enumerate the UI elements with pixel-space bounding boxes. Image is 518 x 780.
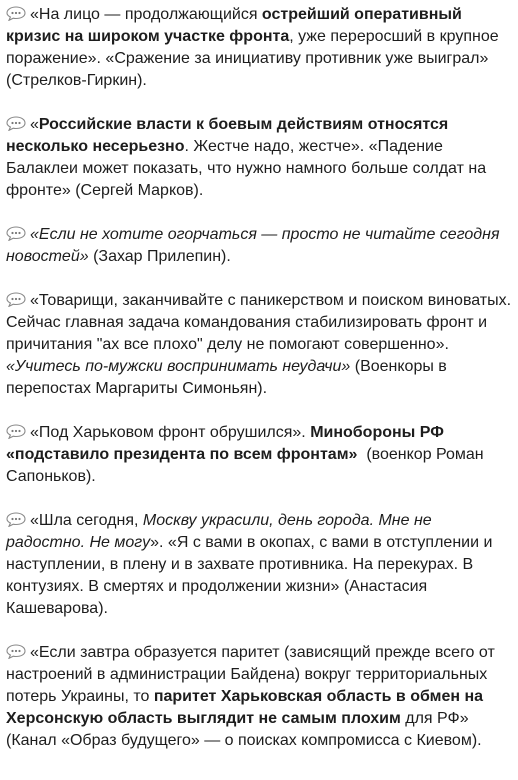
quote-paragraph <box>6 4 512 92</box>
quote-paragraph <box>6 510 512 620</box>
text-segment: «Если завтра образуется паритет (зависящий прежде всего от настроений в администрации Байдена) вокруг территориальных потерь Украины, то <box>6 644 495 705</box>
quote-paragraph <box>6 224 512 268</box>
bold-text-segment: Российские власти к боевым действиям относятся несколько несерьезно <box>6 116 449 155</box>
text-segment: (военкор Роман Сапоньков). <box>6 446 489 485</box>
text-segment: «Шла сегодня, <box>30 512 143 529</box>
bold-text-segment: паритет Харьковская область в обмен на Херсонскую область выглядит не самым плохим <box>6 688 484 727</box>
italic-text-segment: Москву украсили, день города. Мне не радостно. Не могу <box>6 512 432 551</box>
speech-balloon-icon <box>6 424 26 439</box>
text-segment: «На лицо — продолжающийся <box>30 6 262 23</box>
text-segment: ». «Я с вами в окопах, с вами в отступлении и наступлении, в плену и в захвате противника. На перекурах. В контузиях. В смертях и продолжении жизни» (Анастасия Кашеварова). <box>6 534 493 617</box>
quote-paragraph <box>6 290 512 400</box>
text-segment: (Военкоры в перепостах Маргариты Симоньян). <box>6 358 447 397</box>
italic-text-segment: «Учитесь по-мужски воспринимать неудачи» <box>6 358 351 375</box>
bold-text-segment: острейший оперативный кризис на широком участке фронта <box>6 6 462 45</box>
text-segment: «Под Харьковом фронт обрушился». <box>30 424 311 441</box>
speech-balloon-icon <box>6 6 26 21</box>
quote-paragraph <box>6 114 512 202</box>
speech-balloon-icon <box>6 644 26 659</box>
quote-paragraph <box>6 642 512 752</box>
text-segment: . Жестче надо, жестче». «Падение Балаклеи может показать, что нужно намного больше солдат на фронте» (Сергей Марков). <box>6 138 487 199</box>
text-segment: « <box>30 116 39 133</box>
text-segment: (Захар Прилепин). <box>88 248 231 265</box>
text-segment: для РФ» (Канал «Образ будущего» — о поисках компромисса с Киевом). <box>6 710 482 749</box>
bold-text-segment: Минобороны РФ «подставило президента по всем фронтам» <box>6 424 444 463</box>
quote-paragraph <box>6 422 512 488</box>
speech-balloon-icon <box>6 226 26 241</box>
italic-text-segment: «Если не хотите огорчаться — просто не читайте сегодня новостей» <box>6 226 500 265</box>
speech-balloon-icon <box>6 512 26 527</box>
speech-balloon-icon <box>6 116 26 131</box>
text-segment: «Товарищи, заканчивайте с паникерством и поиском виноватых. Сейчас главная задача командования стабилизировать фронт и причитания "ах все плохо" делу не помогают совершенно». <box>6 292 512 353</box>
text-segment: , уже переросший в крупное поражение». «Сражение за инициативу противник уже выиграл» (Стрелков-Гиркин). <box>6 28 499 89</box>
speech-balloon-icon <box>6 292 26 307</box>
